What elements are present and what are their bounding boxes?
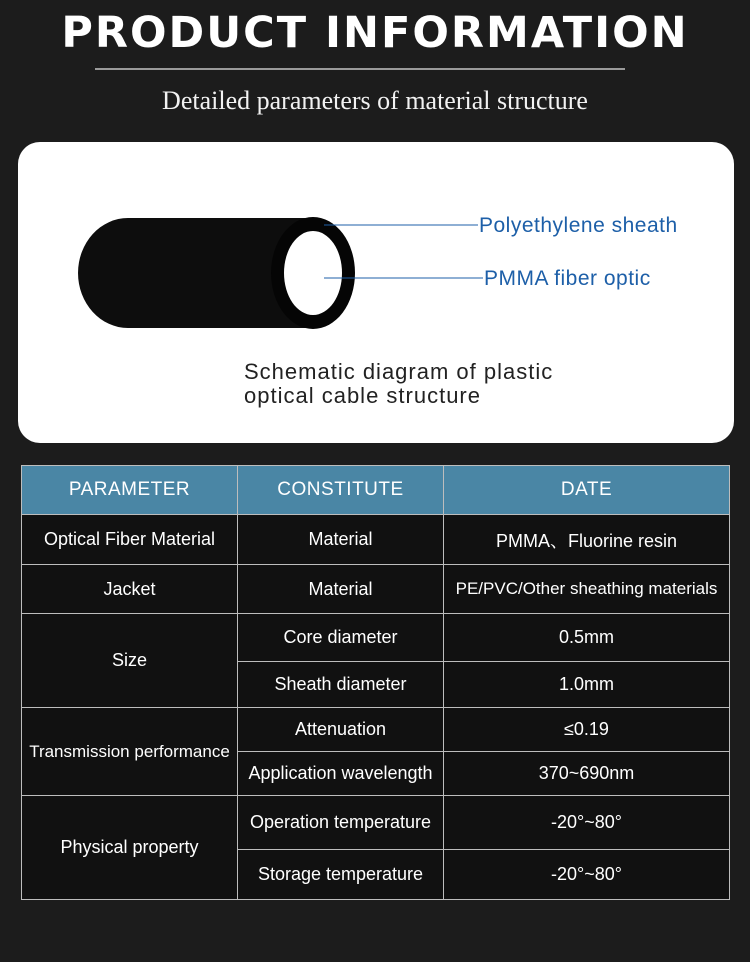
cell-parameter: Transmission performance: [22, 708, 238, 796]
table-header-row: [22, 466, 730, 515]
cell-parameter: Optical Fiber Material: [22, 515, 238, 565]
cell-constitute: Material: [238, 565, 444, 614]
cell-value: 370~690nm: [444, 752, 730, 796]
cell-value: 0.5mm: [444, 614, 730, 662]
cell-parameter: Physical property: [22, 796, 238, 900]
header-date: DATE: [444, 466, 730, 515]
cell-value: -20°~80°: [444, 796, 730, 850]
table-row: [22, 515, 730, 565]
label-pmma-fiber: PMMA fiber optic: [484, 267, 651, 290]
table-row: [22, 565, 730, 614]
core-end: [284, 231, 342, 315]
table-row: [22, 614, 730, 662]
cell-value: ≤0.19: [444, 708, 730, 752]
cell-constitute: Operation temperature: [238, 796, 444, 850]
page-subtitle: Detailed parameters of material structure: [162, 86, 588, 115]
cell-constitute: Storage temperature: [238, 850, 444, 900]
cell-constitute: Material: [238, 515, 444, 565]
table-row: [22, 708, 730, 752]
cell-value: PMMA、Fluorine resin: [444, 515, 730, 565]
caption-line-2: optical cable structure: [244, 383, 481, 408]
cell-constitute: Application wavelength: [238, 752, 444, 796]
cell-value: PE/PVC/Other sheathing materials: [444, 565, 730, 614]
header-parameter: PARAMETER: [22, 466, 238, 515]
header-constitute: CONSTITUTE: [238, 466, 444, 515]
cell-value: 1.0mm: [444, 662, 730, 708]
cell-constitute: Core diameter: [238, 614, 444, 662]
title-divider: [95, 68, 625, 70]
cell-value: -20°~80°: [444, 850, 730, 900]
parameters-table: [21, 465, 730, 900]
diagram-caption: [244, 360, 644, 408]
label-polyethylene-sheath: Polyethylene sheath: [479, 214, 678, 237]
cell-constitute: Attenuation: [238, 708, 444, 752]
cell-parameter: Size: [22, 614, 238, 708]
cell-constitute: Sheath diameter: [238, 662, 444, 708]
cell-parameter: Jacket: [22, 565, 238, 614]
cable-diagram-card: [18, 142, 734, 443]
caption-line-1: Schematic diagram of plastic: [244, 359, 554, 384]
page-title: PRODUCT INFORMATION: [61, 8, 689, 58]
table-row: [22, 796, 730, 850]
